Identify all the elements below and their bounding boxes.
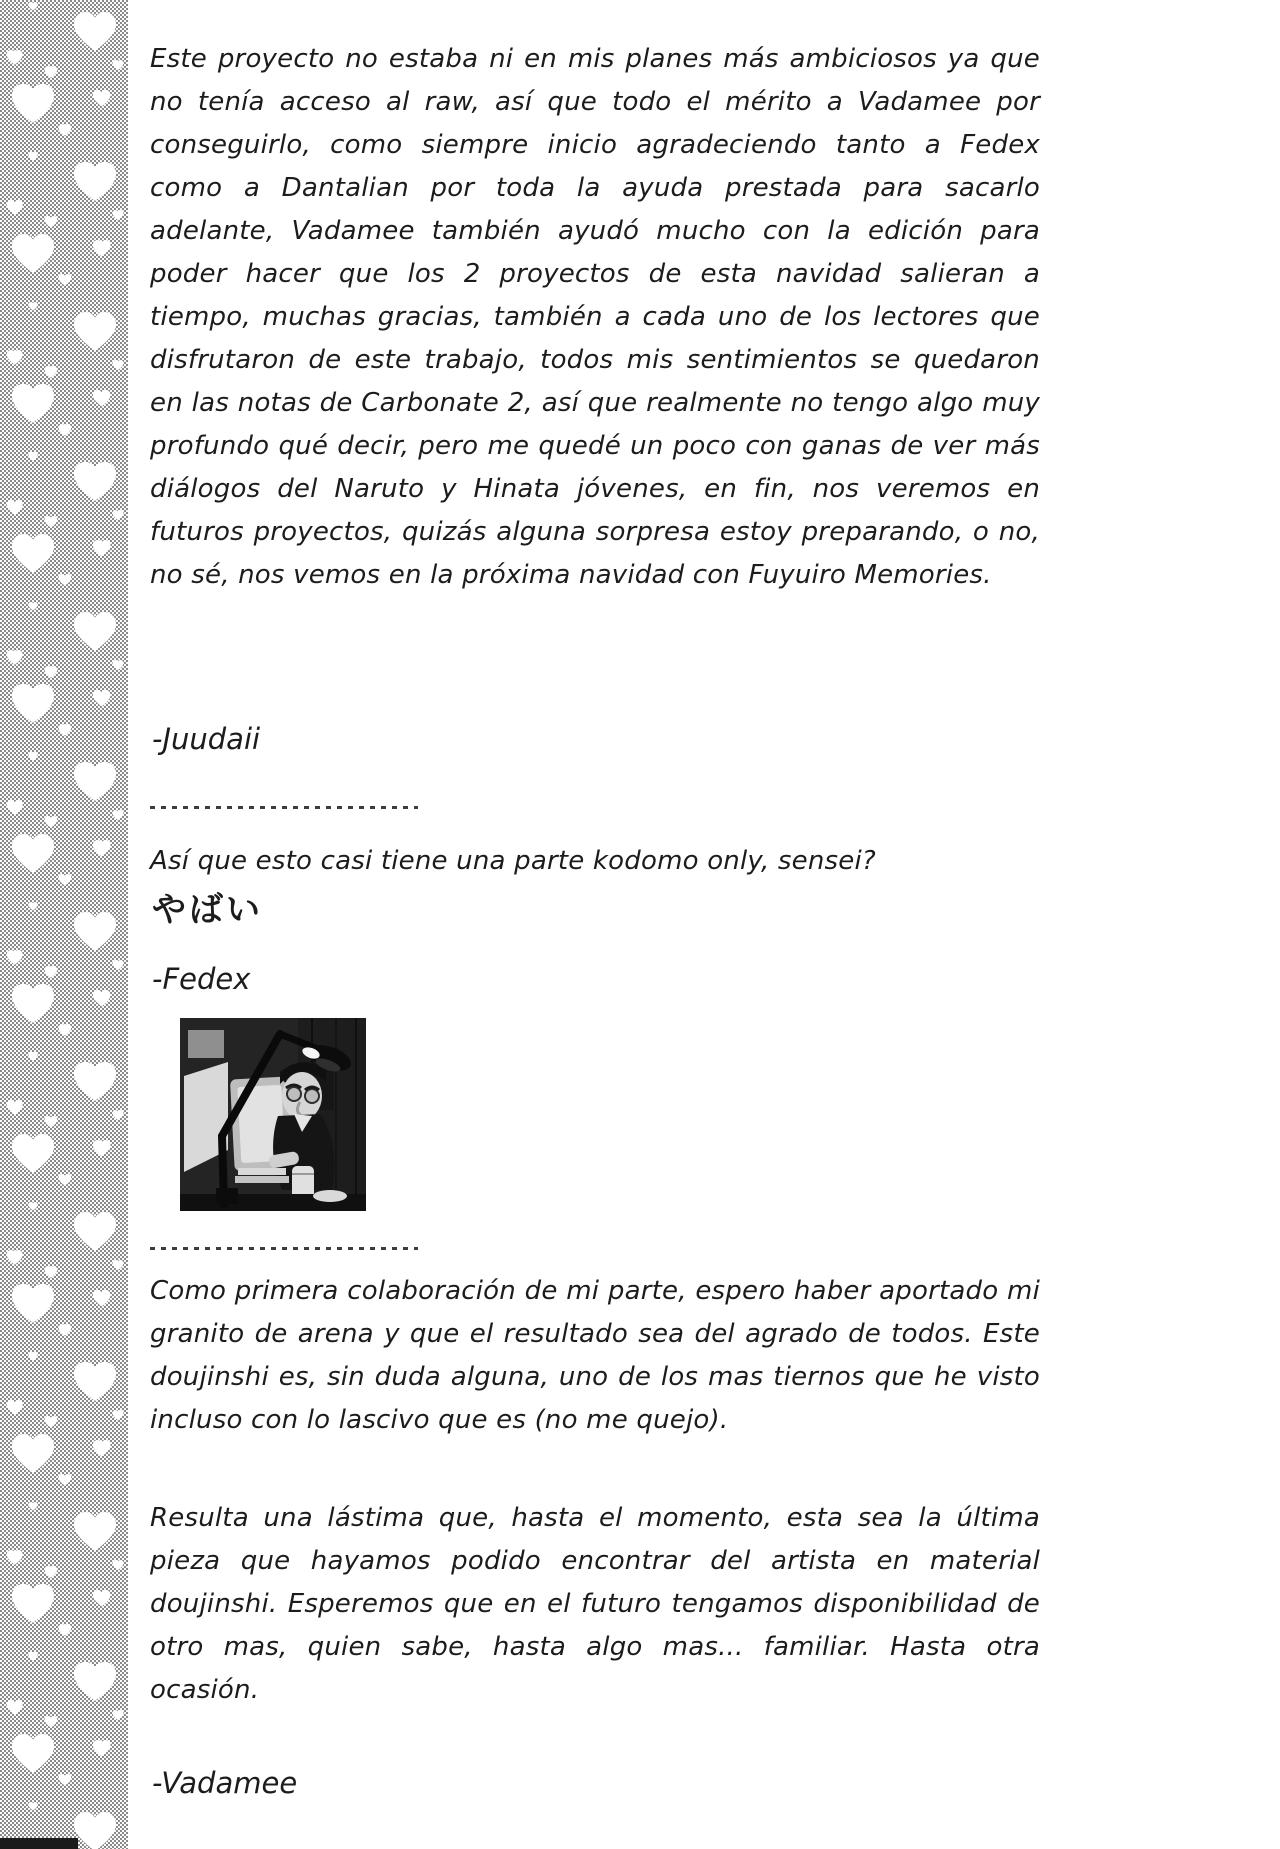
heart-icon <box>0 0 128 1849</box>
fedex-question: Así que esto casi tiene una parte kodomo only, sensei? <box>150 846 876 876</box>
photo-character-at-computer <box>180 1018 366 1211</box>
dashed-divider <box>150 806 418 809</box>
juudaii-signature: -Juudaii <box>152 722 261 756</box>
vadamee-note-paragraph-2: Resulta una lástima que, hasta el momento, esta sea la última pieza que hayamos podido encontrar del artista en material doujinshi. Esperemos que en el futuro tengamos disponibilidad de otro mas, quien sabe, hasta algo mas... familiar. Hasta otra ocasión. <box>150 1503 1040 1705</box>
vadamee-note-paragraph-1: Como primera colaboración de mi parte, espero haber aportado mi granito de arena y que el resultado sea del agrado de todos. Este doujinshi es, sin duda alguna, uno de los mas tiernos que he visto incluso con lo lascivo que es (no me quejo). <box>150 1276 1040 1435</box>
vadamee-signature: -Vadamee <box>152 1766 298 1800</box>
fedex-signature: -Fedex <box>152 962 251 996</box>
fedex-japanese-text: やばい <box>152 890 263 930</box>
juudaii-note-paragraph: Este proyecto no estaba ni en mis planes más ambiciosos ya que no tenía acceso al raw, así que todo el mérito a Vadamee por conseguirlo, como siempre inicio agradeciendo tanto a Fedex como a Dantalian por toda la ayuda prestada para sacarlo adelante, Vadamee también ayudó mucho con la edición para poder hacer que los 2 proyectos de esta navidad salieran a tiempo, muchas gracias, también a cada uno de los lectores que disfrutaron de este trabajo, todos mis sentimientos se quedaron en las notas de Carbonate 2, así que realmente no tengo algo muy profundo qué decir, pero me quedé un poco con ganas de ver más diálogos del Naruto y Hinata jóvenes, en fin, nos veremos en futuros proyectos, quizás alguna sorpresa estoy preparando, o no, no sé, nos vemos en la próxima navidad con Fuyuiro Memories. <box>150 44 1040 590</box>
hearts-border <box>0 0 128 1849</box>
dashed-divider <box>150 1247 418 1250</box>
